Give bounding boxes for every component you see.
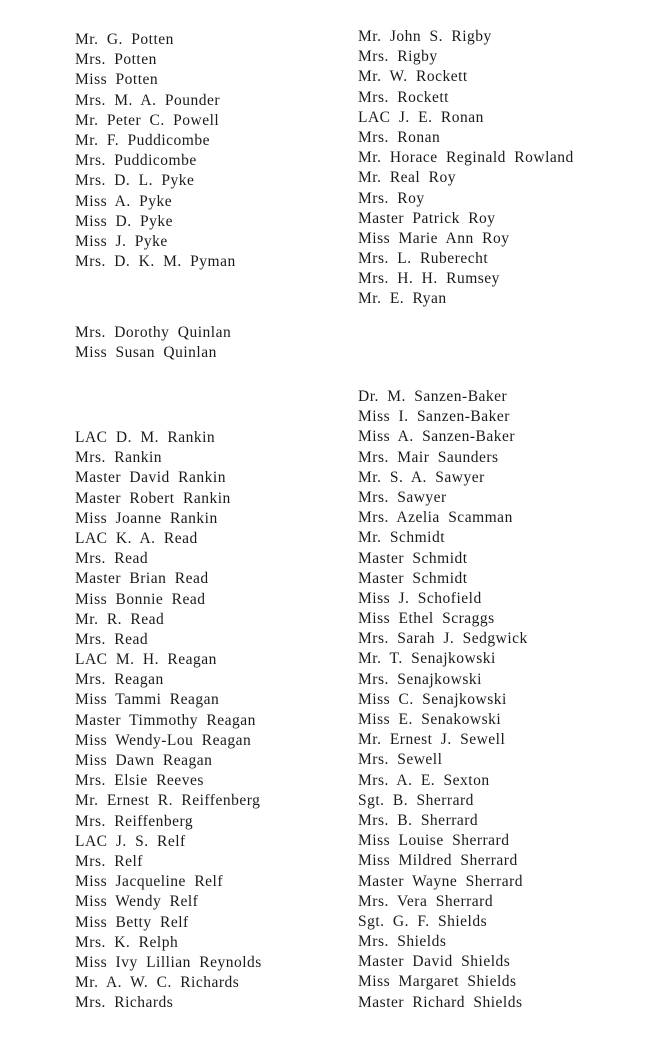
name-entry: Miss Ivy Lillian Reynolds <box>75 953 262 971</box>
name-entry: Mr. John S. Rigby <box>358 28 492 45</box>
name-entry: Master Richard Shields <box>358 993 523 1011</box>
name-entry: Mrs. Rockett <box>358 88 449 106</box>
name-entry: Miss Potten <box>75 71 159 89</box>
name-entry: Miss Betty Relf <box>75 913 189 931</box>
name-entry: Miss A. Sanzen-Baker <box>358 428 516 446</box>
name-entry: Miss Susan Quinlan <box>75 344 217 362</box>
name-entry: Miss Wendy Relf <box>75 893 199 911</box>
name-entry: Mrs. Shields <box>358 933 447 951</box>
name-entry: Mrs. Azelia Scamman <box>358 509 513 527</box>
name-entry: LAC D. M. Rankin <box>75 429 216 446</box>
name-entry: Mrs. A. E. Sexton <box>358 771 490 789</box>
name-entry: Mrs. Roy <box>358 189 425 207</box>
name-entry: Mrs. Rankin <box>75 449 162 467</box>
name-entry: Master David Shields <box>358 953 511 971</box>
name-entry: Sgt. G. F. Shields <box>358 912 488 930</box>
name-entry: Miss I. Sanzen-Baker <box>358 408 510 426</box>
name-entry: Mr. Peter C. Powell <box>75 111 220 129</box>
name-entry: Mrs. Richards <box>75 994 174 1012</box>
name-entry: Mr. W. Rockett <box>358 68 468 86</box>
name-entry: Miss Tammi Reagan <box>75 691 220 709</box>
name-entry: Dr. M. Sanzen-Baker <box>358 388 508 405</box>
name-entry: LAC M. H. Reagan <box>75 651 217 669</box>
name-group-p <box>75 30 236 272</box>
name-entry: Mrs. Relf <box>75 852 143 870</box>
name-entry: Mr. F. Puddicombe <box>75 131 210 149</box>
name-entry: Mrs. M. A. Pounder <box>75 91 221 109</box>
name-group-r-right <box>358 27 574 310</box>
name-entry: LAC K. A. Read <box>75 529 198 547</box>
name-entry: Miss J. Pyke <box>75 232 168 250</box>
name-entry: Miss J. Schofield <box>358 589 482 607</box>
name-entry: LAC J. S. Relf <box>75 832 186 850</box>
name-entry: Mrs. L. Ruberecht <box>358 250 489 268</box>
name-entry: Miss Dawn Reagan <box>75 752 213 769</box>
name-entry: Mrs. Potten <box>75 51 157 69</box>
name-entry: Miss Bonnie Read <box>75 590 206 608</box>
name-entry: Miss Joanne Rankin <box>75 509 218 527</box>
name-entry: Master Timmothy Reagan <box>75 711 256 729</box>
name-group-s <box>358 387 528 1013</box>
name-entry: Miss Margaret Shields <box>358 973 517 991</box>
name-entry: Mr. Ernest J. Sewell <box>358 731 506 749</box>
name-entry: Mrs. B. Sherrard <box>358 811 479 829</box>
name-entry: Mr. A. W. C. Richards <box>75 974 240 992</box>
name-entry: Master Patrick Roy <box>358 209 496 227</box>
name-entry: Mr. T. Senajkowski <box>358 650 496 668</box>
name-entry: Mrs. Rigby <box>358 48 438 66</box>
name-entry: Miss Louise Sherrard <box>358 832 510 850</box>
name-entry: Mrs. Dorothy Quinlan <box>75 324 232 341</box>
name-entry: Mr. Horace Reginald Rowland <box>358 149 574 167</box>
name-entry: Mrs. D. L. Pyke <box>75 172 195 190</box>
name-entry: Mrs. Ronan <box>358 128 441 146</box>
name-entry: Master Brian Read <box>75 570 209 588</box>
name-entry: Mrs. Mair Saunders <box>358 448 499 466</box>
name-entry: Mrs. Reiffenberg <box>75 812 194 830</box>
name-entry: Mrs. Reagan <box>75 671 164 689</box>
name-entry: Mr. S. A. Sawyer <box>358 468 485 486</box>
name-entry: Miss Mildred Sherrard <box>358 852 518 870</box>
name-entry: Miss Wendy-Lou Reagan <box>75 731 252 749</box>
name-entry: Mrs. Sewell <box>358 751 443 769</box>
name-entry: Mrs. H. H. Rumsey <box>358 270 500 288</box>
name-entry: Miss E. Senakowski <box>358 711 502 728</box>
name-entry: Mr. Ernest R. Reiffenberg <box>75 792 261 810</box>
name-entry: Miss Marie Ann Roy <box>358 229 510 247</box>
name-entry: Master David Rankin <box>75 469 226 487</box>
name-entry: Master Robert Rankin <box>75 489 231 507</box>
name-entry: Master Schmidt <box>358 549 468 567</box>
name-entry: Mr. R. Read <box>75 610 165 628</box>
name-entry: Mr. Schmidt <box>358 529 446 547</box>
name-entry: Miss Jacqueline Relf <box>75 873 224 891</box>
name-entry: Mrs. D. K. M. Pyman <box>75 253 236 271</box>
name-entry: Mrs. Sarah J. Sedgwick <box>358 630 528 648</box>
name-entry: Sgt. B. Sherrard <box>358 791 474 809</box>
name-entry: Master Wayne Sherrard <box>358 872 524 890</box>
name-group-r <box>75 428 262 1013</box>
name-entry: Mr. Real Roy <box>358 169 456 187</box>
name-entry: Mrs. Puddicombe <box>75 152 197 170</box>
name-entry: Mr. G. Potten <box>75 31 174 48</box>
name-entry: LAC J. E. Ronan <box>358 108 484 126</box>
name-entry: Mrs. Read <box>75 630 149 648</box>
name-entry: Mrs. Read <box>75 550 149 568</box>
name-entry: Miss Ethel Scraggs <box>358 610 495 628</box>
name-entry: Mrs. K. Relph <box>75 933 179 951</box>
name-group-q <box>75 323 231 363</box>
name-entry: Mrs. Elsie Reeves <box>75 772 204 790</box>
name-entry: Miss D. Pyke <box>75 212 173 230</box>
name-entry: Mrs. Senajkowski <box>358 670 482 688</box>
name-entry: Master Schmidt <box>358 569 468 587</box>
name-entry: Mrs. Sawyer <box>358 488 447 506</box>
name-entry: Mrs. Vera Sherrard <box>358 892 494 910</box>
name-entry: Miss C. Senajkowski <box>358 690 507 708</box>
name-entry: Miss A. Pyke <box>75 192 173 210</box>
name-entry: Mr. E. Ryan <box>358 290 447 308</box>
